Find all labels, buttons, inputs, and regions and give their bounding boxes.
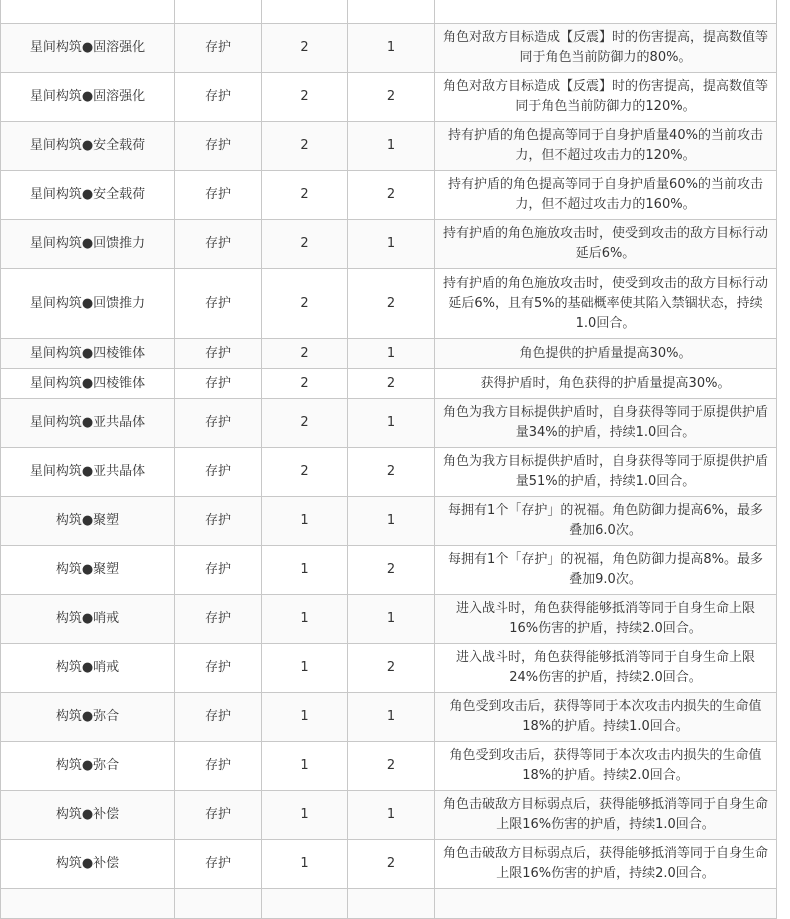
blessing-name: 构筑●弥合 — [1, 742, 175, 791]
blessing-name: 构筑●补偿 — [1, 791, 175, 840]
blessing-name: 构筑●聚塑 — [1, 497, 175, 546]
blessing-star: 2 — [262, 122, 348, 171]
blessing-star: 2 — [262, 220, 348, 269]
blessing-path: 存护 — [175, 546, 262, 595]
blessing-level: 1 — [348, 791, 435, 840]
table-row-top-cut — [1, 0, 777, 24]
blessing-path: 存护 — [175, 644, 262, 693]
blessing-effect: 获得护盾时，角色获得的护盾量提高30%。 — [435, 369, 777, 399]
blessing-star: 2 — [262, 448, 348, 497]
blessing-level: 1 — [348, 220, 435, 269]
table-row — [1, 73, 777, 122]
blessing-level: 1 — [348, 595, 435, 644]
blessing-effect: 角色对敌方目标造成【反震】时的伤害提高，提高数值等同于角色当前防御力的120%。 — [435, 73, 777, 122]
blessing-name: 构筑●哨戒 — [1, 595, 175, 644]
blessing-name: 星间构筑●回馈推力 — [1, 220, 175, 269]
blessing-effect: 持有护盾的角色提高等同于自身护盾量40%的当前攻击力，但不超过攻击力的120%。 — [435, 122, 777, 171]
table-row — [1, 122, 777, 171]
table-row — [1, 693, 777, 742]
blessing-path: 存护 — [175, 73, 262, 122]
table-cell-empty — [262, 0, 348, 24]
blessing-effect: 进入战斗时，角色获得能够抵消等同于自身生命上限24%伤害的护盾，持续2.0回合。 — [435, 644, 777, 693]
table-cell-empty — [175, 0, 262, 24]
blessing-star: 1 — [262, 693, 348, 742]
blessing-path: 存护 — [175, 339, 262, 369]
table-row — [1, 497, 777, 546]
blessing-name: 星间构筑●四棱锥体 — [1, 369, 175, 399]
blessing-effect: 角色提供的护盾量提高30%。 — [435, 339, 777, 369]
blessing-level: 2 — [348, 546, 435, 595]
blessing-effect: 持有护盾的角色提高等同于自身护盾量60%的当前攻击力，但不超过攻击力的160%。 — [435, 171, 777, 220]
table-row — [1, 546, 777, 595]
blessing-effect: 持有护盾的角色施放攻击时，使受到攻击的敌方目标行动延后6%。 — [435, 220, 777, 269]
table-row — [1, 399, 777, 448]
blessing-effect: 每拥有1个「存护」的祝福。角色防御力提高6%，最多叠加6.0次。 — [435, 497, 777, 546]
blessing-path: 存护 — [175, 269, 262, 339]
table-cell-empty — [175, 889, 262, 919]
blessing-effect: 持有护盾的角色施放攻击时，使受到攻击的敌方目标行动延后6%，且有5%的基础概率使其陷入禁锢状态，持续1.0回合。 — [435, 269, 777, 339]
table-cell-empty — [435, 889, 777, 919]
blessing-level: 2 — [348, 269, 435, 339]
blessing-level: 1 — [348, 399, 435, 448]
blessing-name: 星间构筑●固溶强化 — [1, 24, 175, 73]
blessing-level: 2 — [348, 73, 435, 122]
blessing-level: 1 — [348, 122, 435, 171]
table-row-bottom-cut — [1, 889, 777, 919]
table-cell-empty — [348, 889, 435, 919]
blessing-effect: 角色为我方目标提供护盾时，自身获得等同于原提供护盾量34%的护盾，持续1.0回合。 — [435, 399, 777, 448]
blessing-name: 构筑●聚塑 — [1, 546, 175, 595]
blessing-effect: 角色为我方目标提供护盾时，自身获得等同于原提供护盾量51%的护盾，持续1.0回合。 — [435, 448, 777, 497]
blessing-name: 星间构筑●安全载荷 — [1, 122, 175, 171]
table-row — [1, 448, 777, 497]
blessing-star: 2 — [262, 369, 348, 399]
blessing-path: 存护 — [175, 497, 262, 546]
blessing-path: 存护 — [175, 122, 262, 171]
table-row — [1, 171, 777, 220]
blessing-name: 星间构筑●安全载荷 — [1, 171, 175, 220]
table-row — [1, 369, 777, 399]
blessing-star: 2 — [262, 399, 348, 448]
blessing-level: 2 — [348, 171, 435, 220]
blessing-name: 星间构筑●亚共晶体 — [1, 448, 175, 497]
blessing-name: 构筑●弥合 — [1, 693, 175, 742]
table-row — [1, 840, 777, 889]
blessing-path: 存护 — [175, 369, 262, 399]
blessing-path: 存护 — [175, 693, 262, 742]
blessing-path: 存护 — [175, 171, 262, 220]
table-cell-empty — [1, 889, 175, 919]
blessing-path: 存护 — [175, 24, 262, 73]
table-row — [1, 269, 777, 339]
blessing-star: 1 — [262, 497, 348, 546]
blessing-star: 1 — [262, 644, 348, 693]
table-row — [1, 24, 777, 73]
blessing-star: 1 — [262, 840, 348, 889]
table-row — [1, 339, 777, 369]
blessing-level: 2 — [348, 369, 435, 399]
blessing-level: 1 — [348, 339, 435, 369]
table-cell-empty — [1, 0, 175, 24]
blessing-level: 2 — [348, 448, 435, 497]
blessing-effect: 角色受到攻击后，获得等同于本次攻击内损失的生命值18%的护盾。持续2.0回合。 — [435, 742, 777, 791]
blessing-path: 存护 — [175, 595, 262, 644]
table-row — [1, 791, 777, 840]
blessing-star: 2 — [262, 171, 348, 220]
blessing-effect: 角色击破敌方目标弱点后，获得能够抵消等同于自身生命上限16%伤害的护盾，持续2.0回合。 — [435, 840, 777, 889]
table-row — [1, 644, 777, 693]
blessing-name: 星间构筑●固溶强化 — [1, 73, 175, 122]
blessing-effect: 每拥有1个「存护」的祝福，角色防御力提高8%。最多叠加9.0次。 — [435, 546, 777, 595]
blessing-path: 存护 — [175, 791, 262, 840]
table-row — [1, 742, 777, 791]
blessing-star: 1 — [262, 546, 348, 595]
blessing-level: 1 — [348, 24, 435, 73]
blessing-star: 2 — [262, 73, 348, 122]
table-row — [1, 220, 777, 269]
blessing-star: 1 — [262, 791, 348, 840]
blessing-effect: 角色对敌方目标造成【反震】时的伤害提高，提高数值等同于角色当前防御力的80%。 — [435, 24, 777, 73]
blessing-name: 星间构筑●回馈推力 — [1, 269, 175, 339]
blessing-name: 星间构筑●亚共晶体 — [1, 399, 175, 448]
blessing-level: 1 — [348, 693, 435, 742]
blessing-star: 1 — [262, 742, 348, 791]
blessing-path: 存护 — [175, 220, 262, 269]
blessing-star: 2 — [262, 339, 348, 369]
blessing-level: 1 — [348, 497, 435, 546]
blessing-star: 2 — [262, 269, 348, 339]
blessing-path: 存护 — [175, 742, 262, 791]
table-row — [1, 595, 777, 644]
table-cell-empty — [435, 0, 777, 24]
blessing-effect: 角色击破敌方目标弱点后，获得能够抵消等同于自身生命上限16%伤害的护盾，持续1.0回合。 — [435, 791, 777, 840]
blessing-effect: 进入战斗时，角色获得能够抵消等同于自身生命上限16%伤害的护盾，持续2.0回合。 — [435, 595, 777, 644]
table-cell-empty — [262, 889, 348, 919]
blessing-path: 存护 — [175, 399, 262, 448]
blessing-name: 构筑●哨戒 — [1, 644, 175, 693]
table-cell-empty — [348, 0, 435, 24]
blessing-star: 2 — [262, 24, 348, 73]
blessing-name: 构筑●补偿 — [1, 840, 175, 889]
blessing-star: 1 — [262, 595, 348, 644]
blessing-path: 存护 — [175, 448, 262, 497]
blessing-effect: 角色受到攻击后，获得等同于本次攻击内损失的生命值18%的护盾。持续1.0回合。 — [435, 693, 777, 742]
blessing-level: 2 — [348, 742, 435, 791]
blessing-level: 2 — [348, 840, 435, 889]
blessing-level: 2 — [348, 644, 435, 693]
blessing-path: 存护 — [175, 840, 262, 889]
blessing-name: 星间构筑●四棱锥体 — [1, 339, 175, 369]
